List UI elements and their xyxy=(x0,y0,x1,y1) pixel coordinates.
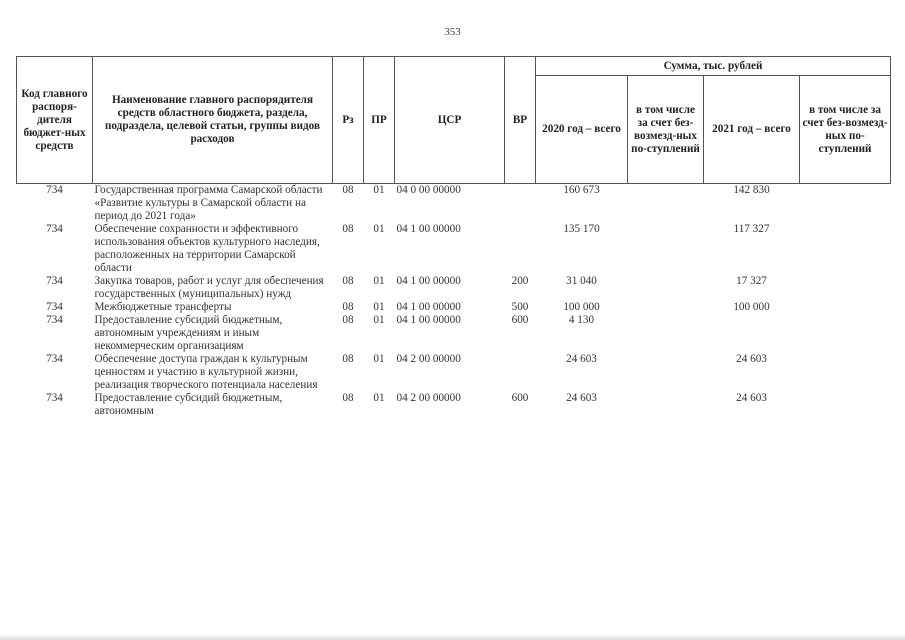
cell-name: Межбюджетные трансферты xyxy=(94,301,232,313)
header-name: Наименование главного распорядителя средств областного бюджета, раздела, подраздела, целевой статьи, группы видов расходов xyxy=(93,57,333,184)
header-2021-incl: в том числе за счет без-возмезд-ных по-ступлений xyxy=(800,76,891,184)
cell-inc2020 xyxy=(628,314,704,353)
cell-code: 734 xyxy=(46,353,63,365)
header-2020-total: 2020 год – всего xyxy=(536,76,628,184)
cell-sum2020: 100 000 xyxy=(563,301,600,313)
cell-code: 734 xyxy=(46,314,63,326)
table-row xyxy=(17,275,891,301)
cell-code: 734 xyxy=(46,275,63,287)
cell-csr: 04 1 00 00000 xyxy=(396,314,461,326)
header-pr: ПР xyxy=(364,57,395,184)
cell-vr: 200 xyxy=(511,275,529,287)
cell-inc2020 xyxy=(628,184,704,224)
cell-rz: 08 xyxy=(342,314,354,326)
cell-name: Закупка товаров, работ и услуг для обеспечения государственных (муниципальных) нужд xyxy=(94,275,324,300)
cell-sum2021: 24 603 xyxy=(736,392,767,404)
page-number: 353 xyxy=(444,26,461,38)
cell-code: 734 xyxy=(46,184,63,196)
cell-code: 734 xyxy=(46,223,63,235)
cell-inc2020 xyxy=(628,275,704,301)
cell-vr: 600 xyxy=(511,392,529,404)
cell-rz: 08 xyxy=(342,184,354,196)
cell-sum2021: 17 327 xyxy=(736,275,767,287)
cell-inc2020 xyxy=(628,301,704,314)
cell-inc2021 xyxy=(800,353,891,392)
header-2020-incl: в том числе за счет без-возмезд-ных по-ступлений xyxy=(628,76,704,184)
header-csr: ЦСР xyxy=(395,57,505,184)
cell-inc2021 xyxy=(800,392,891,418)
header-rz: Рз xyxy=(333,57,364,184)
cell-pr: 01 xyxy=(373,392,385,404)
cell-name: Обеспечение доступа граждан к культурным ценностям и участию в культурной жизни, реализация творческого потенциала населения xyxy=(94,353,318,391)
table-row xyxy=(17,301,891,314)
page-bottom-edge xyxy=(0,634,905,640)
cell-inc2021 xyxy=(800,275,891,301)
cell-inc2021 xyxy=(800,223,891,275)
table-row xyxy=(17,223,891,275)
cell-inc2021 xyxy=(800,301,891,314)
cell-sum2021 xyxy=(704,314,800,353)
cell-pr: 01 xyxy=(373,301,385,313)
cell-inc2020 xyxy=(628,392,704,418)
cell-rz: 08 xyxy=(342,275,354,287)
cell-inc2021 xyxy=(800,184,891,224)
header-vr: ВР xyxy=(505,57,536,184)
cell-sum2020: 4 130 xyxy=(568,314,595,326)
cell-csr: 04 2 00 00000 xyxy=(396,392,461,404)
cell-vr: 600 xyxy=(511,314,529,326)
cell-rz: 08 xyxy=(342,223,354,235)
header-2021-total: 2021 год – всего xyxy=(704,76,800,184)
cell-pr: 01 xyxy=(373,184,385,196)
cell-name: Обеспечение сохранности и эффективного использования объектов культурного наследия, расположенных на территории Самарской области xyxy=(94,223,320,274)
cell-sum2021: 142 830 xyxy=(733,184,770,196)
cell-rz: 08 xyxy=(342,301,354,313)
cell-inc2020 xyxy=(628,223,704,275)
cell-pr: 01 xyxy=(373,223,385,235)
cell-vr xyxy=(505,223,536,275)
cell-sum2021: 117 327 xyxy=(733,223,770,235)
cell-rz: 08 xyxy=(342,353,354,365)
cell-pr: 01 xyxy=(373,353,385,365)
cell-sum2020: 24 603 xyxy=(566,392,597,404)
cell-vr: 500 xyxy=(511,301,529,313)
cell-sum2020: 135 170 xyxy=(563,223,600,235)
cell-sum2020: 24 603 xyxy=(566,353,597,365)
cell-inc2021 xyxy=(800,314,891,353)
cell-code: 734 xyxy=(46,301,63,313)
cell-sum2021: 24 603 xyxy=(736,353,767,365)
budget-table xyxy=(16,56,891,418)
cell-vr xyxy=(505,184,536,224)
table-row xyxy=(17,184,891,224)
cell-csr: 04 0 00 00000 xyxy=(396,184,461,196)
cell-sum2021: 100 000 xyxy=(733,301,770,313)
table-body xyxy=(17,184,891,419)
cell-csr: 04 1 00 00000 xyxy=(396,223,461,235)
cell-inc2020 xyxy=(628,353,704,392)
cell-name: Государственная программа Самарской области «Развитие культуры в Самарской области на период до 2021 года» xyxy=(94,184,323,222)
table-row xyxy=(17,314,891,353)
table-row xyxy=(17,353,891,392)
cell-pr: 01 xyxy=(373,275,385,287)
cell-code: 734 xyxy=(46,392,63,404)
cell-sum2020: 31 040 xyxy=(566,275,597,287)
header-sum-title: Сумма, тыс. рублей xyxy=(536,57,891,76)
cell-name: Предоставление субсидий бюджетным, автономным учреждениям и иным некоммерческим организациям xyxy=(94,314,283,352)
cell-sum2020: 160 673 xyxy=(563,184,600,196)
cell-csr: 04 1 00 00000 xyxy=(396,275,461,287)
header-code: Код главного распоря-дителя бюджет-ных средств xyxy=(17,57,93,184)
cell-vr xyxy=(505,353,536,392)
table-row xyxy=(17,392,891,418)
table-header xyxy=(17,57,891,184)
cell-pr: 01 xyxy=(373,314,385,326)
cell-csr: 04 1 00 00000 xyxy=(396,301,461,313)
cell-rz: 08 xyxy=(342,392,354,404)
cell-csr: 04 2 00 00000 xyxy=(396,353,461,365)
cell-name: Предоставление субсидий бюджетным, автономным xyxy=(94,392,283,417)
